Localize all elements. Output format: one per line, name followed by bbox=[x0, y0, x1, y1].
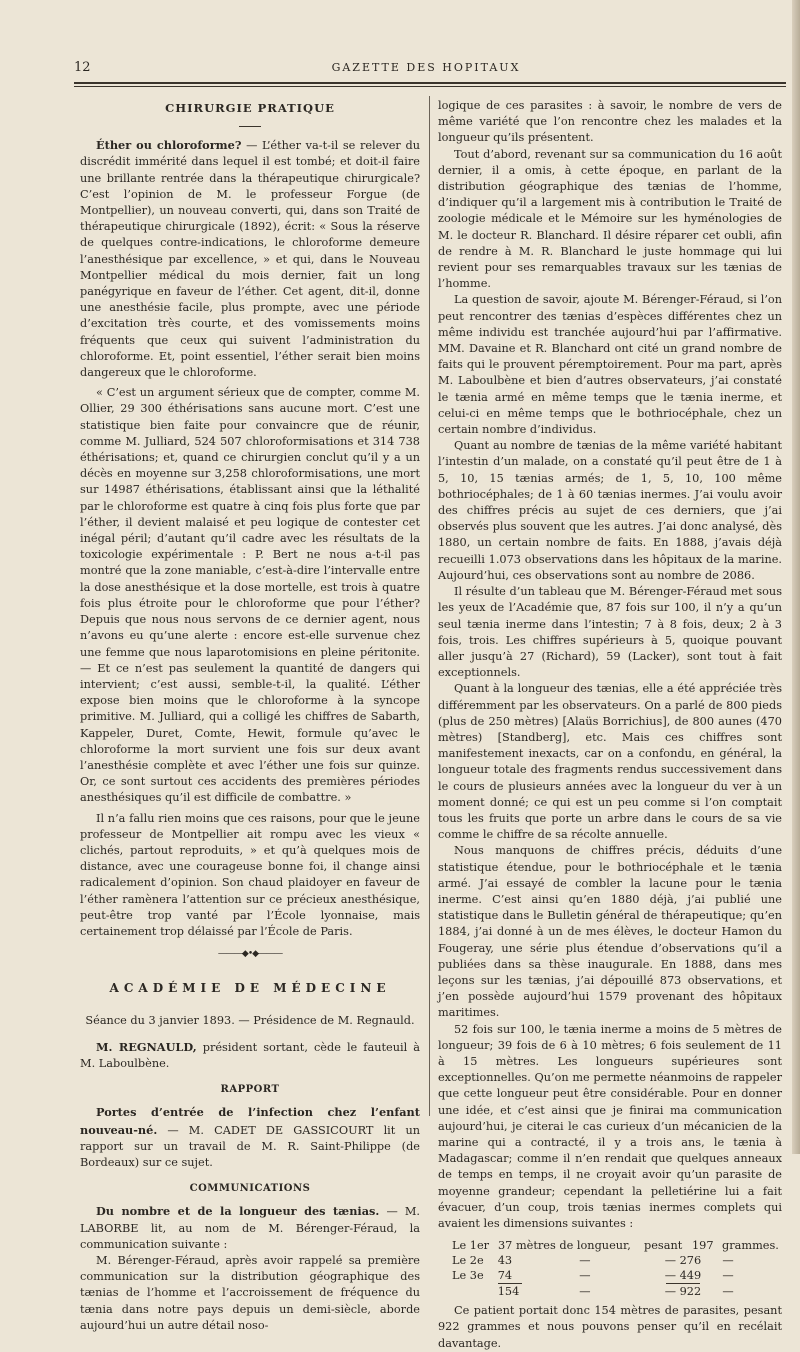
page-edge bbox=[792, 0, 800, 1154]
table-cell: Le 1er bbox=[452, 1239, 490, 1253]
paragraph: Quant au nombre de tænias de la même variété habitant l’intestin d’un malade, on a constaté qu’il peut être de 1 à 5, 10, 15 tænias armés; de 1, 5, 10, 100 même bothriocéphales; de 1 à 60 tænias inermes. J’ai voulu avoir des chiffres précis au sujet de ces derniers, que j’ai observés plus souvent que les autres. J’ai donc analysé, dès 1880, un certain nombre de faits. En 1888, j’avais déjà recueilli 1.073 observations dans les hôpitaux de la marine. Aujourd’hui, ces observations sont au nombre de 2086. bbox=[438, 439, 782, 582]
right-column bbox=[438, 98, 782, 1352]
table-cell: 43 bbox=[497, 1254, 513, 1268]
paragraph-text: — M. LABORBE lit, au nom de M. Bérenger-Féraud, la communication suivante : bbox=[80, 1205, 421, 1251]
paragraph: logique de ces parasites : à savoir, le nombre de vers de même variété que l’on rencontre chez les malades et la longueur qu’ils présentent. bbox=[438, 99, 782, 145]
table-total-row bbox=[452, 1284, 782, 1299]
length-weight-table bbox=[452, 1238, 782, 1299]
table-cell: 74 bbox=[497, 1269, 513, 1283]
header-rule-thin bbox=[74, 86, 786, 87]
table-cell: — bbox=[722, 1254, 734, 1268]
table-cell: — bbox=[722, 1269, 734, 1283]
paragraph bbox=[80, 1203, 420, 1253]
table-cell: pesant bbox=[644, 1239, 683, 1253]
table-row bbox=[452, 1238, 782, 1253]
table-cell: — bbox=[722, 1285, 734, 1299]
paragraph: La question de savoir, ajoute M. Bérenger-Féraud, si l’on peut rencontrer des tænias d’espèces différentes chez un même individu est tranchée aujourd’hui par l’affirmative. MM. Davaine et R. Blanchard ont cité un grand nombre de faits qui le prouvent péremptoirement. Pour ma part, après M. Laboulbène et bien d’autres observateurs, j’ai constaté le tænia armé en même temps que le tænia inerme, et celui-ci en même temps que le bothriocéphale, chez un certain nombre d’individus. bbox=[438, 293, 782, 437]
table-cell: grammes. bbox=[722, 1239, 779, 1253]
paragraph-text: — M. CADET DE GASSICOURT lit un rapport sur un travail de M. R. Saint-Philippe (de Bordeaux) sur ce sujet. bbox=[80, 1123, 420, 1169]
table-cell: 197 bbox=[692, 1239, 714, 1253]
paragraph: M. Bérenger-Féraud, après avoir rappelé sa première communication sur la distribution géographique des tænias de l’homme et l’accroissement de fréquence du tænia dans notre pays depuis un demi-siècle, aborde aujourd’hui un autre détail noso- bbox=[80, 1254, 420, 1332]
paragraph-lead: M. REGNAULD, bbox=[96, 1039, 197, 1054]
table-cell: — 276 bbox=[664, 1254, 702, 1268]
page-number: 12 bbox=[74, 60, 91, 75]
ornament-divider: ———◆•◆——— bbox=[217, 949, 283, 960]
table-row bbox=[452, 1253, 782, 1268]
paragraph-lead: Du nombre et de la longueur des tænias. bbox=[96, 1204, 380, 1219]
paragraph-text: — L’éther va-t-il se relever du discrédit immérité dans lequel il est tombé; et doit-il faire une brillante rentrée dans la thérapeutique chirurgicale? C’est l’opinion de M. le professeur Forgue (de Montpellier), un nouveau converti, qui, dans son Traité de thérapeutique chirurgicale (1892), écrit: « Sous la réserve de quelques contre-indications, le chloroforme demeure l’anesthésique par excellence, » et qui, dans le Nouveau Montpellier médical du mois dernier, fait un long panégyrique en faveur de l’éther. Cet agent, dit-il, donne une anesthésie facile, plus prompte, avec une période d’excitation très courte, et des vomissements moins fréquents que ceux qui suivent l’administration du chloroforme. Et, point essentiel, l’éther serait bien moins dangereux que le chloroforme. bbox=[80, 139, 420, 380]
table-cell: — bbox=[579, 1285, 591, 1299]
paragraph: Ce patient portait donc 154 mètres de parasites, pesant 922 grammes et nous pouvons penser qu’il en recélait davantage. bbox=[438, 1304, 782, 1350]
paragraph: Il n’a fallu rien moins que ces raisons, pour que le jeune professeur de Montpellier ait rompu avec les vieux « clichés, partout reproduits, » et qu’à quelques mois de distance, avec une courageuse bonne foi, il change ainsi radicalement d’opinion. Son chaud plaidoyer en faveur de l’éther ramènera l’attention sur ce précieux anesthésique, peut-être trop vanté par l’École lyonnaise, mais certainement trop délaissé par l’École de Paris. bbox=[80, 811, 420, 938]
page-header bbox=[62, 58, 790, 80]
paragraph-lead: Portes d’entrée de l’infection chez l’enfant nouveau-né. bbox=[80, 1105, 420, 1137]
table-cell: Le 3e bbox=[452, 1269, 484, 1283]
short-rule bbox=[239, 126, 261, 127]
running-title: GAZETTE DES HOPITAUX bbox=[331, 61, 521, 74]
paragraph: Nous manquons de chiffres précis, déduits d’une statistique étendue, pour le bothriocéphale et le tænia armé. J’ai essayé de combler la lacune pour le tænia inerme. C’est ainsi qu’en 1880 déjà, j’ai publié une statistique dans le Bulletin général de thérapeutique; qu’en 1884, j’ai donné à un de mes élèves, le docteur Hamon du Fougeray, une série plus étendue d’observations qu’il a publiées dans sa thèse inaugurale. En 1888, dans mes leçons sur les tænias, j’ai dépouillé 873 observations, et j’en possède aujourd’hui 1579 provenant des hôpitaux maritimes. bbox=[438, 844, 782, 1020]
paragraph: Quant à la longueur des tænias, elle a été appréciée très différemment par les observateurs. On a parlé de 800 pieds (plus de 250 mètres) [Alaüs Borrichius], de 800 aunes (470 mètres) [Standberg], etc. Mais ces chiffres sont manifestement inexacts, car on a confondu, en général, la longueur totale des fragments rendus successivement dans le cours de plusieurs années avec la longueur du ver à un moment donné; ce qui est un peu comme si l’on comptait tous les fruits que porte un arbre dans le cours de sa vie comme le chiffre de sa récolte annuelle. bbox=[438, 682, 782, 842]
section-title: CHIRURGIE PRATIQUE bbox=[165, 101, 335, 115]
paragraph-text: président sortant, cède le fauteuil à M. Laboulbène. bbox=[80, 1040, 420, 1070]
subsection-title: COMMUNICATIONS bbox=[189, 1183, 311, 1195]
seance-line: Séance du 3 janvier 1893. — Présidence de M. Regnauld. bbox=[85, 1013, 415, 1027]
paragraph: 52 fois sur 100, le tænia inerme a moins de 5 mètres de longueur; 39 fois de 6 à 10 mètres; 6 fois seulement de 11 à 15 mètres. Les longueurs supérieures sont exceptionnelles. Qu’on me permette néanmoins de rappeler que cette longueur peut être considérable. Pour en donner une idée, et c’est ainsi que je finirai ma communication aujourd’hui, je citerai le cas curieux d’un mécanicien de la marine qui a contracté, il y a trois ans, le tænia à Madagascar; comme il n’en rendait que quelques anneaux de temps en temps, il ne croyait avoir qu’un parasite de moyenne grandeur; cependant la pelletiérine lui a fait évacuer, d’un coup, trois tænias inermes complets qui avaient les dimensions suivantes : bbox=[438, 1022, 782, 1231]
paragraph bbox=[80, 1104, 420, 1171]
paragraph-lead: Éther ou chloroforme? bbox=[96, 138, 242, 153]
paragraph: Il résulte d’un tableau que M. Bérenger-Féraud met sous les yeux de l’Académie que, 87 fois sur 100, il n’y a qu’un seul tænia inerme dans l’intestin; 7 à 8 fois, deux; 2 à 3 fois, trois. Les chiffres supérieurs à 5, quoique pouvant aller jusqu’à 27 (Richard), 59 (Lacker), sont tout à fait exceptionnels. bbox=[438, 585, 782, 680]
academy-title: ACADÉMIE DE MÉDECINE bbox=[109, 981, 391, 996]
paragraph: Tout d’abord, revenant sur sa communication du 16 août dernier, il a omis, à cette époque, en parlant de la distribution géographique des tænias de l’homme, d’indiquer qu’il a largement mis à contribution le Traité de zoologie médicale et le Mémoire sur les hyménologies de M. le docteur R. Blanchard. Il désire réparer cet oubli, afin de rendre à M. R. Blanchard le juste hommage qui lui revient pour ses remarquables travaux sur les tænias de l’homme. bbox=[438, 147, 782, 291]
table-cell: — bbox=[579, 1269, 591, 1283]
table-cell: — 922 bbox=[664, 1285, 702, 1299]
table-row bbox=[452, 1268, 782, 1283]
table-cell: — 449 bbox=[664, 1269, 702, 1283]
paragraph bbox=[80, 137, 420, 381]
table-cell: 37 mètres de longueur, bbox=[498, 1239, 631, 1253]
table-cell: 154 bbox=[497, 1285, 520, 1299]
paragraph: « C’est un argument sérieux que de compter, comme M. Ollier, 29 300 éthérisations sans aucune mort. C’est une statistique bien faite pour convaincre que de réunir, comme M. Julliard, 524 507 chloroformisations et 314 738 éthérisations; et, quand ce chirurgien conclut qu’il y a un décès en moyenne sur 3,258 chloroformisations, une mort sur 14987 éthérisations, établissant ainsi que la léthalité par le chloroforme est quatre à cinq fois plus forte que par l’éther, il devient malaisé et peu logique de contester cet inégal péril; d’autant qu’il cadre avec les résultats de la toxicologie expérimentale : P. Bert ne nous a-t-il pas montré que la zone maniable, c’est-à-dire l’intervalle entre la dose anesthésique et la dose mortelle, est trois à quatre fois plus étroite pour le chloroforme que pour l’éther? Depuis que nous nous servons de ce dernier agent, nous n’avons eu qu’une alerte : encore est-elle survenue chez une femme que nous laparotomisions en pleine péritonite. — Et ce n’est pas seulement la quantité de dangers qui intervient; c’est aussi, semble-t-il, la qualité. L’éther expose bien moins que le chloroforme à la syncope primitive. M. Julliard, qui a colligé les chiffres de Sabarth, Kappeler, Duret, Comte, Hewit, formule qu’avec le chloroforme la mort survient une fois sur deux avant l’anesthésie complète et avec l’éther une fois sur quinze. Or, ce sont surtout ces accidents des premières périodes anesthésiques qu’il est difficile de combattre. » bbox=[80, 386, 420, 805]
table-cell: — bbox=[579, 1254, 591, 1268]
header-rule bbox=[74, 82, 786, 84]
table-cell bbox=[452, 1284, 498, 1299]
subsection-title: RAPPORT bbox=[220, 1084, 280, 1096]
paragraph bbox=[80, 1039, 420, 1072]
left-column bbox=[80, 100, 420, 1334]
column-divider bbox=[429, 96, 430, 1116]
table-cell: Le 2e bbox=[452, 1254, 484, 1268]
